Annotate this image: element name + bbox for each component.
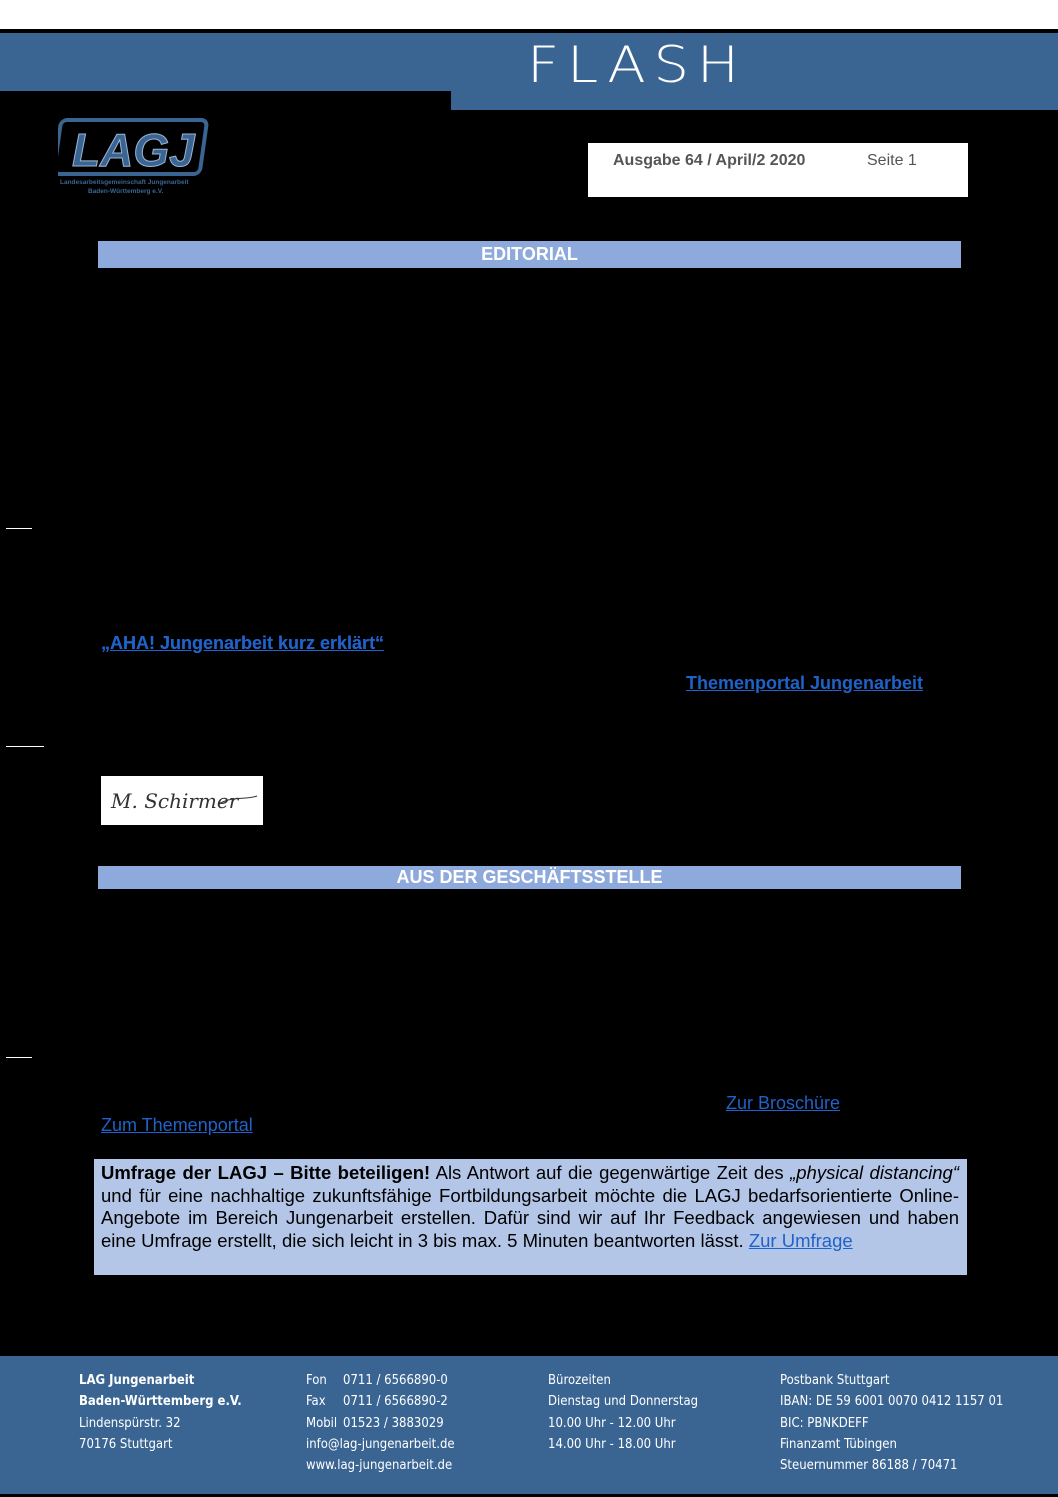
- footer-hours-title: Bürozeiten: [548, 1373, 611, 1388]
- umfrage-link[interactable]: Zur Umfrage: [748, 1229, 853, 1251]
- themenportal-jungenarbeit-link[interactable]: Themenportal Jungenarbeit: [686, 673, 924, 693]
- newsletter-title: FLASH: [527, 36, 747, 94]
- survey-text-1: Als Antwort auf die gegenwärtige Zeit des: [430, 1162, 791, 1183]
- page-number: Seite 1: [867, 152, 917, 169]
- footer-tax-office: Finanzamt Tübingen: [780, 1436, 897, 1452]
- zum-themenportal-link[interactable]: Zum Themenportal: [101, 1115, 253, 1135]
- footer-hours-morning: 10.00 Uhr - 12.00 Uhr: [548, 1415, 676, 1431]
- footer-bank-name: Postbank Stuttgart: [780, 1373, 890, 1388]
- broschuere-link[interactable]: Zur Broschüre: [726, 1093, 841, 1113]
- footer-fon: Fon 0711 / 6566890-0: [306, 1373, 448, 1388]
- lagj-logo: [58, 114, 216, 200]
- footer-hours-afternoon: 14.00 Uhr - 18.00 Uhr: [548, 1436, 676, 1452]
- divider-3: [6, 1057, 32, 1058]
- footer-hours-days: Dienstag und Donnerstag: [548, 1394, 699, 1410]
- footer-office-hours: [548, 1370, 698, 1455]
- section-geschaeftsstelle: AUS DER GESCHÄFTSSTELLE: [98, 866, 961, 889]
- divider-1: [6, 528, 32, 529]
- survey-lead: Umfrage der LAGJ – Bitte beteiligen!: [101, 1162, 431, 1183]
- logo-subtitle-1: Landesarbeitsgemeinschaft Jungenarbeit: [60, 179, 189, 186]
- footer-iban: IBAN: DE 59 6001 0070 0412 1157 01: [780, 1394, 1004, 1410]
- footer-fax: Fax 0711 / 6566890-2: [306, 1394, 448, 1410]
- footer-org-name: LAG Jungenarbeit: [79, 1373, 195, 1388]
- section-editorial: EDITORIAL: [98, 241, 961, 268]
- footer-address: [79, 1370, 242, 1455]
- issue-number: Ausgabe 64 / April/2 2020: [613, 152, 806, 169]
- footer-mobil: Mobil 01523 / 3883029: [306, 1415, 444, 1431]
- survey-text: [101, 1162, 959, 1252]
- aha-link[interactable]: „AHA! Jungenarbeit kurz erklärt“: [101, 633, 385, 653]
- survey-italic: „physical distancing“: [790, 1162, 959, 1183]
- survey-text-2: und für eine nachhaltige zukunftsfähige Fortbildungsarbeit möchte die LAGJ bedarfsorientierte Online-Angebote im Bereich Jungenarbeit erstellen. Dafür sind wir auf Ihr Feedback angewiesen und haben eine Umfrage erstellt, die sich leicht in 3 bis max. 5 Minuten beantworten lässt.: [101, 1184, 959, 1251]
- footer-tax-number: Steuernummer 86188 / 70471: [780, 1458, 958, 1474]
- footer-website[interactable]: www.lag-jungenarbeit.de: [306, 1458, 453, 1474]
- footer-org-region: Baden-Württemberg e.V.: [79, 1394, 242, 1410]
- logo-subtitle-2: Baden-Württemberg e.V.: [88, 188, 164, 195]
- top-margin: [0, 0, 1058, 29]
- footer-bank: [780, 1370, 1003, 1476]
- footer-city: 70176 Stuttgart: [79, 1436, 173, 1452]
- divider-2: [6, 746, 44, 747]
- footer-email[interactable]: info@lag-jungenarbeit.de: [306, 1436, 455, 1452]
- footer-bic: BIC: PBNKDEFF: [780, 1415, 869, 1431]
- svg-text:LAGJ: LAGJ: [72, 124, 195, 176]
- signature-image: [101, 776, 263, 825]
- footer-contact: [306, 1370, 455, 1476]
- signature-text: M. Schirmer: [111, 789, 239, 813]
- footer-street: Lindenspürstr. 32: [79, 1415, 181, 1431]
